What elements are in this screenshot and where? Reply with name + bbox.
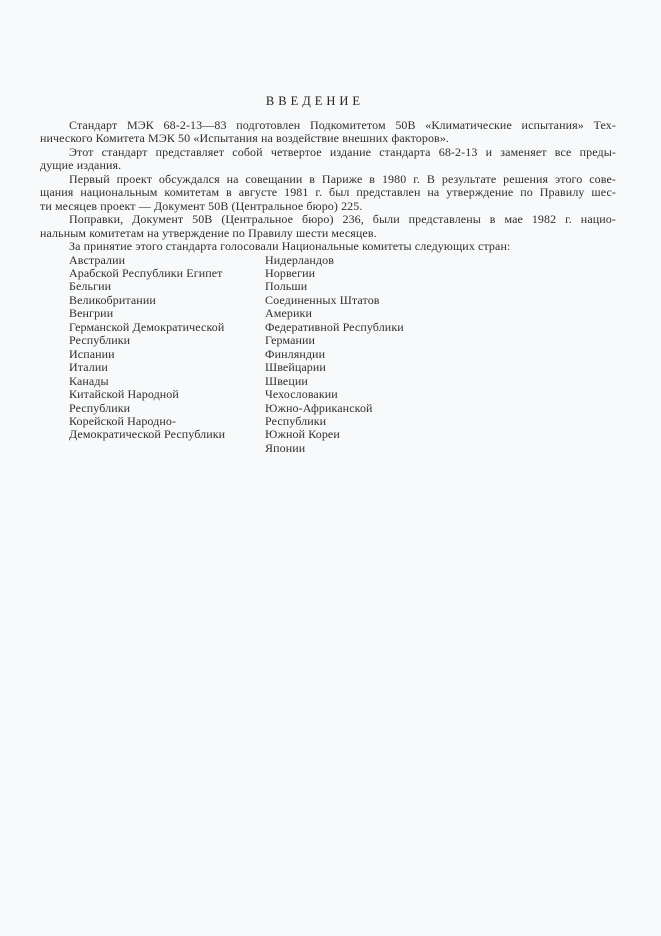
paragraph: [40, 213, 616, 240]
country-row: [69, 375, 616, 388]
country-row: [69, 294, 616, 307]
paragraph-line: нальным комитетам на утверждение по Правилу шести месяцев.: [40, 225, 377, 240]
country-name-left: Италии: [69, 360, 108, 375]
country-row: [69, 388, 616, 401]
country-name-right: Финляндии: [265, 346, 326, 361]
country-name-left: Испании: [69, 346, 115, 361]
country-name-right: Чехословакии: [265, 387, 338, 402]
country-row: [69, 254, 616, 267]
country-name-right: Норвегии: [265, 265, 316, 280]
country-name-left: Бельгии: [69, 279, 112, 294]
country-name-left: Германской Демократической: [69, 319, 225, 334]
country-name-right: Южной Кореи: [265, 427, 340, 442]
text-block: [40, 119, 616, 455]
country-row: [69, 334, 616, 347]
country-name-left: Арабской Республики Египет: [69, 265, 223, 280]
country-row: [69, 348, 616, 361]
paragraph-line: щания национальным комитетам в августе 1981 г. был представлен на утверждение по Правилу шес-: [40, 185, 616, 200]
paragraph-line: Стандарт МЭК 68-2-13—83 подготовлен Подкомитетом 50В «Климатические испытания» Тех-: [69, 118, 616, 132]
paragraph-line: ти месяцев проект — Документ 50В (Центральное бюро) 225.: [40, 198, 363, 213]
paragraph-line: За принятие этого стандарта голосовали Национальные комитеты следующих стран:: [69, 239, 511, 254]
country-name-right: Польши: [265, 279, 308, 294]
paragraph-line: Первый проект обсуждался на совещании в Париже в 1980 г. В результате решения этого сове-: [69, 171, 616, 186]
country-row: [69, 402, 616, 415]
country-name-right: Нидерландов: [265, 252, 334, 267]
country-list: [40, 254, 616, 456]
country-name-right: Южно-Африканской: [265, 400, 373, 415]
country-row: [69, 361, 616, 374]
country-name-left: [69, 442, 265, 455]
country-name-right: Америки: [265, 306, 312, 321]
paragraphs-container: [40, 119, 616, 254]
paragraph: [40, 173, 616, 213]
country-name-right: Швеции: [265, 373, 308, 388]
country-row: [69, 321, 616, 334]
country-name-right: Швейцарии: [265, 360, 326, 375]
country-row: [69, 267, 616, 280]
country-name-left: Китайской Народной: [69, 387, 179, 402]
paragraph: [40, 146, 616, 173]
paragraph-line: Поправки, Документ 50В (Центральное бюро) 236, были представлены в мае 1982 г. нацио-: [69, 212, 616, 227]
country-name-right: Германии: [265, 333, 316, 348]
country-name-left: Демократической Республики: [69, 427, 226, 442]
paragraph-line: Этот стандарт представляет собой четвертое издание стандарта 68-2-13 и заменяет все преды-: [69, 144, 616, 159]
country-name-left: Венгрии: [69, 306, 114, 321]
page-title: ВВЕДЕНИЕ: [265, 94, 365, 108]
country-name-left: Республики: [69, 400, 131, 415]
paragraph-line: нического Комитета МЭК 50 «Испытания на воздействие внешних факторов».: [40, 131, 450, 146]
country-row: [69, 428, 616, 441]
country-row: [69, 442, 616, 455]
country-name-right: Республики: [265, 413, 327, 428]
paragraph: [40, 240, 616, 253]
country-row: [69, 307, 616, 320]
country-row: [69, 415, 616, 428]
country-name-right: Японии: [265, 440, 306, 455]
country-name-left: Республики: [69, 333, 131, 348]
country-name-left: Корейской Народно-: [69, 413, 177, 428]
country-row: [69, 280, 616, 293]
paragraph: [40, 119, 616, 146]
country-name-left: Великобритании: [69, 292, 156, 307]
country-name-left: Австралии: [69, 252, 126, 267]
country-name-left: Канады: [69, 373, 109, 388]
country-name-right: Соединенных Штатов: [265, 292, 380, 307]
country-name-right: Федеративной Республики: [265, 319, 404, 334]
paragraph-line: дущие издания.: [40, 158, 122, 173]
